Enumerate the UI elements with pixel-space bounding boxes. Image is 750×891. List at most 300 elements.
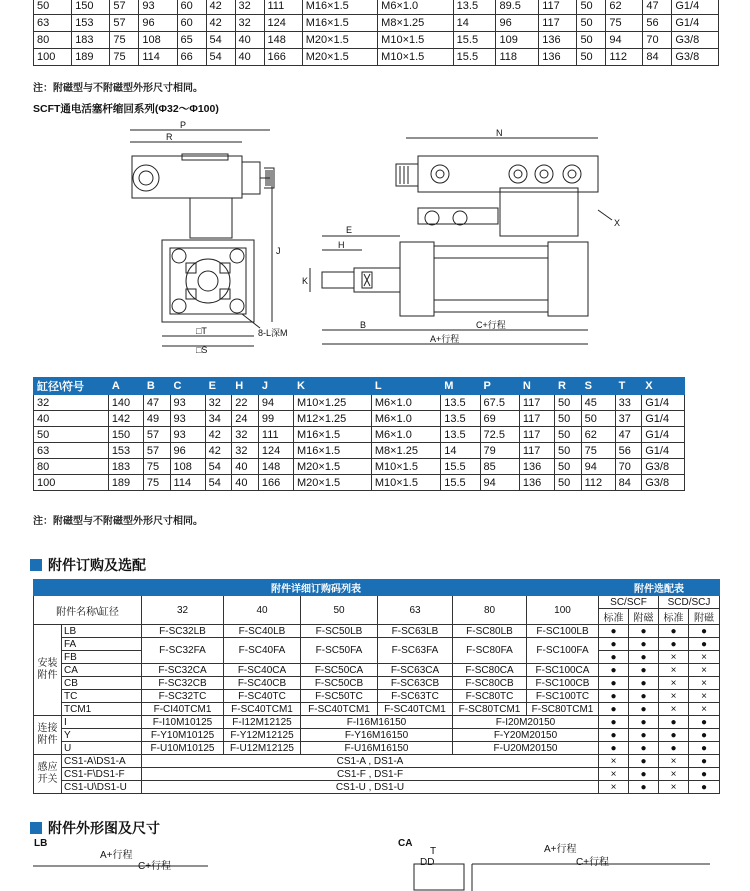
table-cell: 50 bbox=[34, 427, 109, 443]
column-header: X bbox=[642, 378, 685, 395]
table-cell: 96 bbox=[496, 15, 539, 32]
label-L: 8-L深M bbox=[258, 328, 288, 338]
column-header: B bbox=[143, 378, 170, 395]
column-header: P bbox=[480, 378, 519, 395]
column-header: J bbox=[258, 378, 293, 395]
table-cell: 79 bbox=[480, 443, 519, 459]
select-mark: × bbox=[659, 781, 689, 794]
table-cell: 140 bbox=[108, 395, 143, 411]
table-cell: 89.5 bbox=[496, 0, 539, 15]
order-code: F-I10M10125 bbox=[142, 716, 224, 729]
select-mark: × bbox=[599, 755, 629, 768]
table-cell: G1/4 bbox=[672, 15, 719, 32]
ca-c-stroke: C+行程 bbox=[576, 857, 610, 868]
table-cell: M6×1.0 bbox=[371, 427, 440, 443]
top-dimension-table bbox=[33, 0, 719, 66]
table-cell: 70 bbox=[615, 459, 642, 475]
order-code: F-SC40FA bbox=[224, 638, 301, 664]
accessory-name: CB bbox=[62, 677, 142, 690]
table-cell: 62 bbox=[581, 427, 615, 443]
label-P: P bbox=[180, 120, 187, 130]
table-cell: M6×1.0 bbox=[378, 0, 453, 15]
table-cell: 65 bbox=[177, 32, 206, 49]
order-code: F-I20M20150 bbox=[453, 716, 599, 729]
lb-c-stroke: C+行程 bbox=[138, 861, 172, 872]
order-code: F-SC100CB bbox=[527, 677, 599, 690]
ca-stroke: A+行程 bbox=[544, 844, 577, 855]
table-row bbox=[34, 475, 685, 491]
table-cell: M6×1.0 bbox=[371, 395, 440, 411]
table-cell: 50 bbox=[577, 32, 606, 49]
table-cell: 50 bbox=[554, 475, 581, 491]
accessory-name: TC bbox=[62, 690, 142, 703]
sub-header: 标准 bbox=[659, 609, 689, 625]
lb-stroke: A+行程 bbox=[100, 850, 133, 861]
order-code: F-SC40TCM1 bbox=[224, 703, 301, 716]
table-cell: 108 bbox=[139, 32, 177, 49]
table-cell: 66 bbox=[177, 49, 206, 66]
column-header: A bbox=[108, 378, 143, 395]
table-cell: 75 bbox=[110, 32, 139, 49]
table-cell: 62 bbox=[606, 0, 643, 15]
select-mark: × bbox=[689, 664, 720, 677]
order-code: F-SC40LB bbox=[224, 625, 301, 638]
section-accessory-order: 附件订购及选配 bbox=[30, 555, 146, 575]
table-row bbox=[34, 716, 720, 729]
select-mark: ● bbox=[659, 716, 689, 729]
bore-header: 100 bbox=[527, 596, 599, 625]
table-row bbox=[34, 742, 720, 755]
order-code: F-SC40CA bbox=[224, 664, 301, 677]
select-mark: ● bbox=[689, 768, 720, 781]
accessory-name: FB bbox=[62, 651, 142, 664]
sub-header: 附磁 bbox=[629, 609, 659, 625]
table-cell: 153 bbox=[72, 15, 110, 32]
table-cell: 24 bbox=[232, 411, 259, 427]
table-cell: 40 bbox=[232, 475, 259, 491]
table-cell: 67.5 bbox=[480, 395, 519, 411]
acc-select-title: 附件选配表 bbox=[599, 580, 720, 596]
select-mark: ● bbox=[599, 651, 629, 664]
table-row bbox=[34, 49, 719, 66]
table-cell: 166 bbox=[264, 49, 302, 66]
accessory-name: CA bbox=[62, 664, 142, 677]
order-code: F-U20M20150 bbox=[453, 742, 599, 755]
order-code: F-SC100LB bbox=[527, 625, 599, 638]
order-code: F-SC80TCM1 bbox=[453, 703, 527, 716]
table-cell: 112 bbox=[606, 49, 643, 66]
select-mark: ● bbox=[629, 755, 659, 768]
table-cell: 50 bbox=[554, 459, 581, 475]
order-code: F-I12M12125 bbox=[224, 716, 301, 729]
select-mark: ● bbox=[629, 690, 659, 703]
table-cell: M16×1.5 bbox=[294, 427, 372, 443]
table-cell: M16×1.5 bbox=[302, 15, 377, 32]
table-cell: M8×1.25 bbox=[371, 443, 440, 459]
table-row bbox=[34, 768, 720, 781]
table-cell: 45 bbox=[581, 395, 615, 411]
table-cell: 148 bbox=[258, 459, 293, 475]
accessory-name: CS1-U\DS1-U bbox=[62, 781, 142, 794]
select-mark: ● bbox=[659, 742, 689, 755]
order-code: F-SC80LB bbox=[453, 625, 527, 638]
table-cell: 40 bbox=[235, 32, 264, 49]
select-mark: ● bbox=[689, 638, 720, 651]
table-cell: 57 bbox=[143, 443, 170, 459]
table-cell: 37 bbox=[615, 411, 642, 427]
select-mark: × bbox=[659, 703, 689, 716]
table-cell: 54 bbox=[205, 475, 232, 491]
table-cell: 142 bbox=[108, 411, 143, 427]
accessory-name: CS1-A\DS1-A bbox=[62, 755, 142, 768]
order-code: F-SC32CB bbox=[142, 677, 224, 690]
table-cell: 15.5 bbox=[453, 49, 496, 66]
group-header: SCD/SCJ bbox=[659, 596, 720, 609]
table-cell: 54 bbox=[205, 459, 232, 475]
table-row bbox=[34, 395, 685, 411]
table-cell: 84 bbox=[643, 49, 672, 66]
select-mark: ● bbox=[629, 638, 659, 651]
table-cell: M20×1.5 bbox=[294, 475, 372, 491]
order-code: CS1-U , DS1-U bbox=[142, 781, 599, 794]
table-cell: 60 bbox=[177, 0, 206, 15]
table-cell: G3/8 bbox=[672, 49, 719, 66]
column-header: T bbox=[615, 378, 642, 395]
order-code: F-SC50FA bbox=[301, 638, 378, 664]
table-cell: M12×1.25 bbox=[294, 411, 372, 427]
table-cell: 40 bbox=[235, 49, 264, 66]
order-code: F-SC40CB bbox=[224, 677, 301, 690]
table-cell: 47 bbox=[143, 395, 170, 411]
order-code: F-Y12M12125 bbox=[224, 729, 301, 742]
table-cell: 112 bbox=[581, 475, 615, 491]
table-cell: 49 bbox=[143, 411, 170, 427]
order-code: F-CI40TCM1 bbox=[142, 703, 224, 716]
order-code: F-SC50CB bbox=[301, 677, 378, 690]
table-cell: 118 bbox=[496, 49, 539, 66]
order-code: CS1-A , DS1-A bbox=[142, 755, 599, 768]
table-cell: 50 bbox=[577, 15, 606, 32]
table-cell: 84 bbox=[615, 475, 642, 491]
table-cell: 50 bbox=[34, 0, 72, 15]
select-mark: ● bbox=[599, 638, 629, 651]
table-cell: 189 bbox=[72, 49, 110, 66]
table-cell: 136 bbox=[539, 49, 577, 66]
select-mark: × bbox=[659, 690, 689, 703]
accessory-name: FA bbox=[62, 638, 142, 651]
table-cell: 75 bbox=[143, 459, 170, 475]
table-cell: 94 bbox=[480, 475, 519, 491]
table-cell: M10×1.25 bbox=[294, 395, 372, 411]
select-mark: ● bbox=[689, 729, 720, 742]
accessory-table bbox=[33, 579, 720, 794]
table-cell: M10×1.5 bbox=[378, 32, 453, 49]
order-code: F-SC32CA bbox=[142, 664, 224, 677]
group-header: SC/SCF bbox=[599, 596, 659, 609]
dimension-table bbox=[33, 377, 685, 491]
sub-header: 标准 bbox=[599, 609, 629, 625]
accessory-name: Y bbox=[62, 729, 142, 742]
table-cell: 100 bbox=[34, 49, 72, 66]
label-J: J bbox=[276, 246, 281, 256]
table-row bbox=[34, 32, 719, 49]
select-mark: ● bbox=[659, 729, 689, 742]
table-cell: 57 bbox=[110, 15, 139, 32]
table-cell: 70 bbox=[643, 32, 672, 49]
table-cell: 153 bbox=[108, 443, 143, 459]
table-cell: 22 bbox=[232, 395, 259, 411]
table-cell: 100 bbox=[34, 475, 109, 491]
table-cell: 13.5 bbox=[453, 0, 496, 15]
select-mark: ● bbox=[629, 677, 659, 690]
label-N: N bbox=[496, 128, 503, 138]
table-cell: 80 bbox=[34, 32, 72, 49]
ca-drawing bbox=[410, 862, 710, 891]
select-mark: ● bbox=[629, 781, 659, 794]
table-cell: 166 bbox=[258, 475, 293, 491]
table-cell: 117 bbox=[539, 0, 577, 15]
table-row bbox=[34, 15, 719, 32]
table-cell: 47 bbox=[643, 0, 672, 15]
table-cell: 15.5 bbox=[441, 475, 480, 491]
table-cell: 189 bbox=[108, 475, 143, 491]
bore-header: 80 bbox=[453, 596, 527, 625]
table-cell: 183 bbox=[108, 459, 143, 475]
table-cell: M10×1.5 bbox=[378, 49, 453, 66]
table-cell: 54 bbox=[206, 49, 235, 66]
header-row bbox=[34, 596, 720, 609]
table-cell: M20×1.5 bbox=[302, 49, 377, 66]
table-cell: 13.5 bbox=[441, 427, 480, 443]
select-mark: × bbox=[689, 677, 720, 690]
column-header: M bbox=[441, 378, 480, 395]
table-cell: 111 bbox=[258, 427, 293, 443]
table-cell: 14 bbox=[453, 15, 496, 32]
label-H: H bbox=[338, 240, 345, 250]
table-cell: 32 bbox=[34, 395, 109, 411]
order-code: F-SC100TC bbox=[527, 690, 599, 703]
table-cell: 57 bbox=[110, 0, 139, 15]
acc-list-title: 附件详细订购码列表 bbox=[34, 580, 599, 596]
select-mark: ● bbox=[629, 651, 659, 664]
order-code: F-SC40TCM1 bbox=[301, 703, 378, 716]
table-row bbox=[34, 443, 685, 459]
table-cell: 32 bbox=[235, 0, 264, 15]
select-mark: ● bbox=[629, 768, 659, 781]
table-cell: 32 bbox=[235, 15, 264, 32]
sub-header: 附磁 bbox=[689, 609, 720, 625]
table-cell: 114 bbox=[170, 475, 205, 491]
table-cell: 50 bbox=[577, 0, 606, 15]
table-cell: 75 bbox=[110, 49, 139, 66]
table-cell: 148 bbox=[264, 32, 302, 49]
table-cell: 42 bbox=[206, 0, 235, 15]
table-cell: 50 bbox=[554, 427, 581, 443]
select-mark: × bbox=[659, 651, 689, 664]
column-header: K bbox=[294, 378, 372, 395]
table-cell: G1/4 bbox=[672, 0, 719, 15]
table-cell: 69 bbox=[480, 411, 519, 427]
select-mark: ● bbox=[599, 690, 629, 703]
table-cell: 117 bbox=[519, 427, 554, 443]
order-code: F-SC40TC bbox=[224, 690, 301, 703]
select-mark: ● bbox=[599, 729, 629, 742]
note-magnet-1: 注：附磁型与不附磁型外形尺寸相同。 bbox=[33, 83, 203, 94]
accessory-name: LB bbox=[62, 625, 142, 638]
table-row bbox=[34, 638, 720, 651]
select-mark: ● bbox=[599, 716, 629, 729]
section-accessory-dimensions: 附件外形图及尺寸 bbox=[30, 818, 160, 838]
order-code: F-SC80CA bbox=[453, 664, 527, 677]
label-T: □T bbox=[196, 326, 207, 336]
table-cell: 50 bbox=[581, 411, 615, 427]
table-cell: 99 bbox=[258, 411, 293, 427]
table-cell: 32 bbox=[232, 443, 259, 459]
table-cell: 54 bbox=[206, 32, 235, 49]
select-mark: ● bbox=[629, 664, 659, 677]
accessory-name: U bbox=[62, 742, 142, 755]
select-mark: × bbox=[689, 703, 720, 716]
table-cell: 96 bbox=[139, 15, 177, 32]
table-cell: 96 bbox=[170, 443, 205, 459]
table-row bbox=[34, 703, 720, 716]
lb-label: LB bbox=[34, 838, 48, 849]
table-cell: G1/4 bbox=[642, 411, 685, 427]
category-sensor: 感应开关 bbox=[34, 755, 62, 794]
label-X: X bbox=[614, 218, 621, 228]
table-cell: 63 bbox=[34, 15, 72, 32]
column-header: S bbox=[581, 378, 615, 395]
table-cell: 93 bbox=[139, 0, 177, 15]
table-cell: 34 bbox=[205, 411, 232, 427]
table-cell: 93 bbox=[170, 395, 205, 411]
select-mark: ● bbox=[599, 742, 629, 755]
table-cell: 183 bbox=[72, 32, 110, 49]
table-cell: M20×1.5 bbox=[302, 32, 377, 49]
bore-header: 63 bbox=[378, 596, 453, 625]
bore-header: 50 bbox=[301, 596, 378, 625]
order-code: F-SC63CB bbox=[378, 677, 453, 690]
table-cell: 75 bbox=[143, 475, 170, 491]
table-cell: G3/8 bbox=[642, 459, 685, 475]
accessory-name: I bbox=[62, 716, 142, 729]
header-row bbox=[34, 580, 720, 596]
section-marker-icon bbox=[30, 559, 42, 571]
column-header: C bbox=[170, 378, 205, 395]
order-code: F-SC80FA bbox=[453, 638, 527, 664]
cylinder-drawing bbox=[100, 118, 660, 358]
table-cell: 60 bbox=[177, 15, 206, 32]
table-cell: 14 bbox=[441, 443, 480, 459]
table-cell: 40 bbox=[34, 411, 109, 427]
table-cell: 72.5 bbox=[480, 427, 519, 443]
table-row bbox=[34, 0, 719, 15]
label-B: B bbox=[360, 320, 367, 330]
select-mark: ● bbox=[629, 703, 659, 716]
accessory-name: CS1-F\DS1-F bbox=[62, 768, 142, 781]
label-K: K bbox=[302, 276, 309, 286]
table-row bbox=[34, 729, 720, 742]
order-code: F-SC80CB bbox=[453, 677, 527, 690]
table-row bbox=[34, 690, 720, 703]
table-cell: 114 bbox=[139, 49, 177, 66]
table-cell: 93 bbox=[170, 427, 205, 443]
table-cell: M8×1.25 bbox=[378, 15, 453, 32]
select-mark: ● bbox=[689, 716, 720, 729]
select-mark: × bbox=[659, 664, 689, 677]
select-mark: ● bbox=[599, 625, 629, 638]
label-A-stroke: A+行程 bbox=[430, 334, 460, 344]
table-cell: G1/4 bbox=[642, 443, 685, 459]
order-code: F-SC40TCM1 bbox=[378, 703, 453, 716]
table-row bbox=[34, 411, 685, 427]
lb-drawing bbox=[33, 862, 213, 891]
select-mark: × bbox=[659, 677, 689, 690]
ca-dd: DD bbox=[420, 857, 435, 868]
column-header: R bbox=[554, 378, 581, 395]
table-cell: 109 bbox=[496, 32, 539, 49]
table-cell: 32 bbox=[232, 427, 259, 443]
order-code: F-SC32LB bbox=[142, 625, 224, 638]
label-E: E bbox=[346, 225, 353, 235]
table-cell: 32 bbox=[205, 395, 232, 411]
table-cell: 136 bbox=[519, 475, 554, 491]
table-row bbox=[34, 427, 685, 443]
series-title: SCFT通电活塞杆缩回系列(Φ32～Φ100) bbox=[33, 103, 219, 115]
table-row bbox=[34, 625, 720, 638]
ca-label: CA bbox=[398, 838, 413, 849]
accessory-name: TCM1 bbox=[62, 703, 142, 716]
table-row bbox=[34, 677, 720, 690]
select-mark: ● bbox=[599, 677, 629, 690]
order-code: F-SC50CA bbox=[301, 664, 378, 677]
category-install: 安装附件 bbox=[34, 625, 62, 716]
table-cell: M10×1.5 bbox=[371, 475, 440, 491]
table-row bbox=[34, 664, 720, 677]
table-cell: 15.5 bbox=[453, 32, 496, 49]
table-cell: M16×1.5 bbox=[302, 0, 377, 15]
table-cell: 117 bbox=[519, 395, 554, 411]
bore-header: 32 bbox=[142, 596, 224, 625]
table-cell: 75 bbox=[606, 15, 643, 32]
select-mark: × bbox=[659, 755, 689, 768]
order-code: F-SC50LB bbox=[301, 625, 378, 638]
select-mark: ● bbox=[629, 742, 659, 755]
table-cell: G1/4 bbox=[642, 395, 685, 411]
table-cell: M20×1.5 bbox=[294, 459, 372, 475]
select-mark: ● bbox=[659, 625, 689, 638]
order-code: F-Y10M10125 bbox=[142, 729, 224, 742]
table-row bbox=[34, 781, 720, 794]
bore-header: 40 bbox=[224, 596, 301, 625]
order-code: F-U10M10125 bbox=[142, 742, 224, 755]
table-cell: 94 bbox=[258, 395, 293, 411]
table-cell: 93 bbox=[170, 411, 205, 427]
table-cell: 75 bbox=[581, 443, 615, 459]
note-magnet-2: 注：附磁型与不附磁型外形尺寸相同。 bbox=[33, 516, 203, 527]
table-cell: 94 bbox=[581, 459, 615, 475]
order-code: F-SC80TC bbox=[453, 690, 527, 703]
select-mark: ● bbox=[689, 755, 720, 768]
table-cell: M6×1.0 bbox=[371, 411, 440, 427]
order-code: F-SC50TC bbox=[301, 690, 378, 703]
table-cell: 57 bbox=[143, 427, 170, 443]
order-code: F-I16M16150 bbox=[301, 716, 453, 729]
order-code: F-SC32TC bbox=[142, 690, 224, 703]
order-code: F-SC80TCM1 bbox=[527, 703, 599, 716]
table-cell: 15.5 bbox=[441, 459, 480, 475]
order-code: F-SC63CA bbox=[378, 664, 453, 677]
